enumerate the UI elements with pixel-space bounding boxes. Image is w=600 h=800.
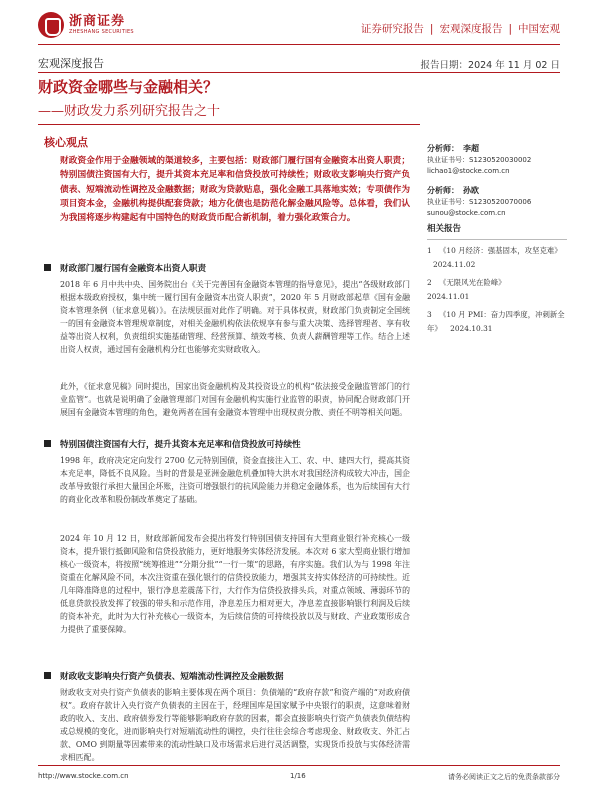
related-reports [427, 222, 567, 336]
analyst-name: 孙欧 [463, 186, 479, 195]
section-1-paragraph-1: 2018 年 6 月中共中央、国务院出台《关于完善国有金融资本管理的指导意见》，提出“各级财政部门根据本级政府授权，集中统一履行国有金融资本出资人职责”，2020 年 5 月财政部起草《国有金融资本管理条例（征求意见稿）》。在法规层面对此作了明确。对于具体权责，财政部门负责制定全国统一的国有金融资本管理规章制度，对相关金融机构依法依规享有参与重大决策、选择管理者、享有收益等出资人权利，负责组织实施基础管理、经营预算、绩效考核、负责人薪酬管理等工作。结合上述出资人权责，通过国有金融机构分红也能够充实财政收入。 [60, 280, 410, 354]
analyst-cert: 执业证书号：S1230520070006 [427, 198, 532, 206]
report-date: 报告日期：2024 年 11 月 02 日 [420, 60, 560, 71]
related-report-title: 《10 月经济：强基固本，攻坚克难》 [439, 246, 562, 255]
section-3-paragraph-1: 财政收支对央行资产负债表的影响主要体现在两个项目：负债端的“政府存款”和资产端的“对政府债权”。政府存款计入央行资产负债表的主因在于，经理国库是国家赋予中央银行的职责，这意味着财政的收入、支出、政府债券发行等能够影响政府存款的因素，都会直接影响央行资产负债表负债结构或总规模的变化，进而影响央行对短端流动性的调控，央行往往会综合考虑现金、财政收支、外汇占款、OMO 到期量等因素带来的流动性缺口及市场需求后进行灵活调整，实现货币投放与实体经济需求相匹配。 [60, 688, 410, 762]
subtitle-divider [38, 124, 420, 125]
header-divider [38, 44, 560, 45]
related-report-date: 2024.10.31 [450, 324, 493, 333]
bullet-square-icon [44, 672, 51, 679]
related-report-item[interactable]: 1 《10 月经济：强基固本，攻坚克难》 2024.11.02 [427, 246, 562, 269]
footer-url[interactable]: http://www.stocke.com.cn [38, 772, 129, 780]
analyst-cert: 执业证书号：S1230520030002 [427, 156, 532, 164]
core-view-summary: 财政资金作用于金融领域的渠道较多，主要包括：财政部门履行国有金融资本出资人职责；特别国债注资国有大行，提升其资本充足率和信贷投放可持续性；财政收支影响央行资产负债表、短端流动性调控及金融数据；财政为贷款贴息，强化金融工具落地实效；专项债作为项目资本金，金融机构提供配套贷款；地方化债也是防范化解金融风险等。总体看，我们认为我国将逐步构建起有中国特色的财政货币配合新机制，着力强化政策合力。 [60, 156, 410, 224]
analyst-block-1 [427, 136, 567, 177]
analyst-email: lichao1@stocke.com.cn [427, 167, 510, 175]
category-china-macro: 中国宏观 [518, 23, 560, 35]
core-view-heading: 核心观点 [44, 136, 88, 149]
bullet-square-icon [44, 440, 51, 447]
related-reports-title: 相关报告 [427, 224, 462, 234]
analyst-block-2 [427, 178, 567, 219]
related-report-item[interactable]: 2 《无限风光在险峰》 2024.11.01 [427, 278, 506, 301]
related-report-title: 《无限风光在险峰》 [439, 278, 506, 287]
page-number: 1/16 [290, 772, 306, 780]
document-type: 宏观深度报告 [38, 57, 104, 70]
related-report-item[interactable]: 3 《10 月 PMI：奋力四季度，冲刺新全年》 2024.10.31 [427, 310, 565, 333]
related-report-date: 2024.11.02 [433, 260, 476, 269]
section-2-paragraph-2: 2024 年 10 月 12 日，财政部新闻发布会提出将发行特别国债支持国有大型商业银行补充核心一级资本，提升银行抵御风险和信贷投放能力，更好地服务实体经济发展。本次对 6 家大型商业银行增加核心一级资本，将按照“统筹推进”“分期分批”“一行一策”的思路，有序实施。我们认为与 1998 年注资重在化解风险不同，本次注资重在强化银行的信贷投放能力，增强其支持实体经济的可持续性。近几年降准降息的过程中，银行净息差震荡下行，大行作为信贷投放排头兵，对重点领域、薄弱环节的低息贷款投放发挥了较强的带头和示范作用，净息差压力相对更大，净息差直接影响银行利润及后续的资本补充，此时为大行补充核心一级资本，为后续信贷的可持续投放以及与财政、产业政策形成合力提供了重要保障。 [60, 534, 410, 634]
logo-name-en: ZHESHANG SECURITIES [69, 29, 134, 35]
section-heading-2: 特别国债注资国有大行，提升其资本充足率和信贷投放可持续性 [60, 440, 301, 450]
title-divider [38, 72, 560, 73]
report-subtitle: ——财政发力系列研究报告之十 [38, 104, 221, 119]
analyst-email: sunou@stocke.com.cn [427, 209, 506, 217]
related-divider [427, 239, 567, 240]
section-1-paragraph-2: 此外，《征求意见稿》同时提出，国家出资金融机构及其投资设立的机构“依法接受金融监管部门的行业监管”。也就是说明确了金融管理部门对国有金融机构实施行业监管的职责，协同配合财政部门开展国有金融资本管理的角色，避免两者在国有金融资本管理中出现权责分散、责任不明等相关问题。 [60, 382, 410, 417]
section-2-paragraph-1: 1998 年，政府决定定向发行 2700 亿元特别国债，资金直接注入工、农、中、建四大行，提高其资本充足率，降低不良风险。当时的背景是亚洲金融危机叠加特大洪水对我国经济构成较大冲击，国企改革导致银行承担大量国企坏账，注资可增强银行的抗风险能力并稳定金融体系，也为后续国有大行的商业化改革和股份制改革奠定了基础。 [60, 456, 410, 504]
section-heading-3: 财政收支影响央行资产负债表、短端流动性调控及金融数据 [60, 672, 284, 682]
bullet-square-icon [44, 264, 51, 271]
logo-icon [38, 12, 64, 38]
related-report-title: 《10 月 PMI：奋力四季度，冲刺新全年》 [427, 310, 565, 333]
category-macro-deep: 宏观深度报告 [439, 23, 503, 35]
header-categories: 证券研究报告 | 宏观深度报告 | 中国宏观 [360, 23, 560, 35]
analyst-label: 分析师： [427, 144, 459, 153]
logo-name: 浙商证券 [69, 14, 126, 29]
related-report-date: 2024.11.01 [427, 292, 470, 301]
footer-divider [38, 765, 560, 766]
section-heading-1: 财政部门履行国有金融资本出资人职责 [60, 264, 207, 274]
company-logo [38, 12, 134, 38]
analyst-label: 分析师： [427, 186, 459, 195]
category-securities-research: 证券研究报告 [360, 23, 424, 35]
footer-disclaimer: 请务必阅读正文之后的免责条款部分 [448, 773, 560, 781]
report-title: 财政资金哪些与金融相关？ [38, 78, 219, 96]
analyst-name: 李超 [463, 144, 479, 153]
